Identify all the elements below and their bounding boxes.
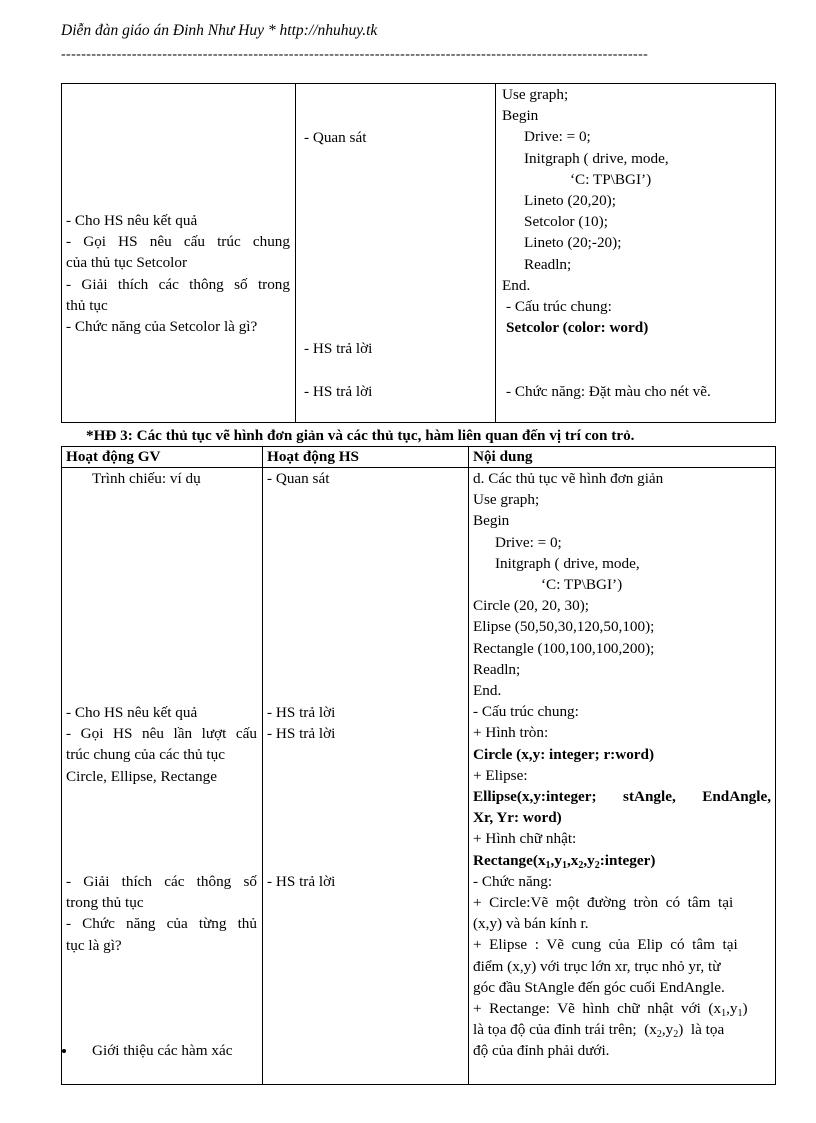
hs-observe: - Quan sát bbox=[267, 470, 330, 487]
gv-line: - Gọi HS nêu lần lượt cấu bbox=[66, 725, 257, 743]
hs-answer: - HS trả lời bbox=[267, 725, 336, 742]
setcolor-signature: Setcolor (color: word) bbox=[506, 319, 649, 337]
gv-line: của thủ tục Setcolor bbox=[66, 254, 188, 272]
func-rect-cont: là tọa độ của đỉnh trái trên; $(x_2,y_2)$ là tọa bbox=[473, 1021, 725, 1041]
structure-label: - Cấu trúc chung: bbox=[506, 298, 612, 316]
structure-label: - Cấu trúc chung: bbox=[473, 703, 579, 721]
func-ellipse-cont: góc đầu StAngle đến góc cuối EndAngle. bbox=[473, 978, 725, 996]
gv-last-text: Giới thiệu các hàm xác bbox=[92, 1042, 233, 1059]
hs-answer: - HS trả lời bbox=[304, 383, 373, 400]
bullet-icon bbox=[62, 1049, 66, 1053]
rect-signature: $Rectange(x_1,y_1,x_2,y_2:integer)$ bbox=[473, 851, 656, 871]
code-line: Drive: = 0; bbox=[495, 533, 562, 551]
gv-line: - Gọi HS nêu cấu trúc chung bbox=[66, 233, 290, 251]
code-line: End. bbox=[473, 682, 502, 700]
header-content: Nội dung bbox=[469, 447, 776, 468]
hs-answer: - HS trả lời bbox=[267, 704, 336, 721]
code-line: Rectangle (100,100,100,200); bbox=[473, 639, 655, 657]
content-cell bbox=[496, 84, 776, 423]
circle-label: + Hình tròn: bbox=[473, 724, 549, 742]
func-ellipse-cont: điểm (x,y) với trục lớn xr, trục nhỏ yr, từ bbox=[473, 957, 721, 975]
hs-answer: - HS trả lời bbox=[267, 873, 336, 890]
teacher-activity-cell bbox=[62, 84, 296, 423]
ellipse-signature-cont: Xr, Yr: word) bbox=[473, 809, 562, 827]
code-line: Circle (20, 20, 30); bbox=[473, 597, 589, 615]
func-circle: + Circle:Vẽ một đường tròn có tâm tại bbox=[473, 894, 734, 912]
hs-answer: - HS trả lời bbox=[304, 340, 373, 357]
teacher-activity-cell bbox=[62, 468, 263, 1085]
activity-3-title: *HĐ 3: Các thủ tục vẽ hình đơn giản và các thủ tục, hàm liên quan đến vị trí con trỏ. bbox=[86, 427, 635, 444]
gv-line: - Giải thích các thông số bbox=[66, 873, 257, 890]
func-ellipse: + Elipse : Vẽ cung của Elip có tâm tại bbox=[473, 936, 738, 954]
code-line: Lineto (20,20); bbox=[524, 192, 616, 210]
ellipse-signature: Ellipse(x,y:integer; stAngle, EndAngle, bbox=[473, 788, 771, 806]
code-line: Lineto (20;-20); bbox=[524, 234, 622, 252]
code-line: Readln; bbox=[473, 660, 521, 678]
header-student-activity: Hoạt động HS bbox=[263, 447, 469, 468]
gv-line: - Chức năng của Setcolor là gì? bbox=[66, 318, 258, 336]
ellipse-label: + Elipse: bbox=[473, 766, 528, 784]
code-line: Begin bbox=[473, 512, 510, 530]
func-rect: + Rectange: Vẽ hình chữ nhật với $(x_1,y_1)$ bbox=[473, 1000, 748, 1020]
func-rect-cont: độ của đỉnh phải dưới. bbox=[473, 1042, 610, 1060]
content-cell bbox=[469, 468, 776, 1085]
setcolor-function: - Chức năng: Đặt màu cho nét vẽ. bbox=[506, 383, 711, 400]
circle-signature: Circle (x,y: integer; r:word) bbox=[473, 745, 655, 763]
code-line: Elipse (50,50,30,120,50,100); bbox=[473, 618, 655, 636]
content-heading: d. Các thủ tục vẽ hình đơn giản bbox=[473, 470, 664, 487]
code-line: Begin bbox=[502, 107, 539, 125]
code-line: Drive: = 0; bbox=[524, 128, 591, 146]
gv-line: - Cho HS nêu kết quả bbox=[66, 212, 198, 229]
header-separator: -------------------------------------------------------------------------------------------------------------------- bbox=[61, 47, 649, 62]
gv-line: tục là gì? bbox=[66, 936, 122, 954]
gv-line: Circle, Ellipse, Rectange bbox=[66, 767, 217, 785]
student-activity-cell bbox=[263, 468, 469, 1085]
gv-line: trong thủ tục bbox=[66, 894, 144, 912]
gv-line: - Cho HS nêu kết quả bbox=[66, 704, 198, 721]
hs-observe: - Quan sát bbox=[304, 129, 367, 146]
gv-line: - Giải thích các thông số trong bbox=[66, 275, 290, 293]
gv-line: thủ tục bbox=[66, 296, 108, 314]
code-line: Readln; bbox=[524, 255, 572, 273]
code-line: Setcolor (10); bbox=[524, 213, 608, 231]
code-line: ‘C: TP\BGI’) bbox=[541, 576, 623, 594]
function-label: - Chức năng: bbox=[473, 872, 553, 890]
student-activity-cell bbox=[296, 84, 496, 423]
code-line: Use graph; bbox=[473, 491, 540, 509]
activity-table-continued bbox=[61, 83, 776, 423]
header-teacher-activity: Hoạt động GV bbox=[62, 447, 263, 468]
gv-line: - Chức năng của từng thủ bbox=[66, 915, 257, 933]
gv-line: trúc chung của các thủ tục bbox=[66, 746, 225, 764]
gv-last-line bbox=[92, 1040, 232, 1061]
code-line: ‘C: TP\BGI’) bbox=[570, 170, 652, 188]
code-line: Initgraph ( drive, mode, bbox=[524, 149, 669, 167]
func-circle-cont: (x,y) và bán kính r. bbox=[473, 915, 589, 933]
page-header: Diễn đàn giáo án Đinh Như Huy * http://nhuhuy.tk bbox=[61, 22, 378, 39]
code-line: End. bbox=[502, 276, 531, 294]
gv-intro: Trình chiếu: ví dụ bbox=[92, 470, 201, 487]
code-line: Use graph; bbox=[502, 86, 569, 103]
code-line: Initgraph ( drive, mode, bbox=[495, 554, 640, 572]
activity-3-table bbox=[61, 446, 776, 1085]
rect-label: + Hình chữ nhật: bbox=[473, 830, 577, 848]
